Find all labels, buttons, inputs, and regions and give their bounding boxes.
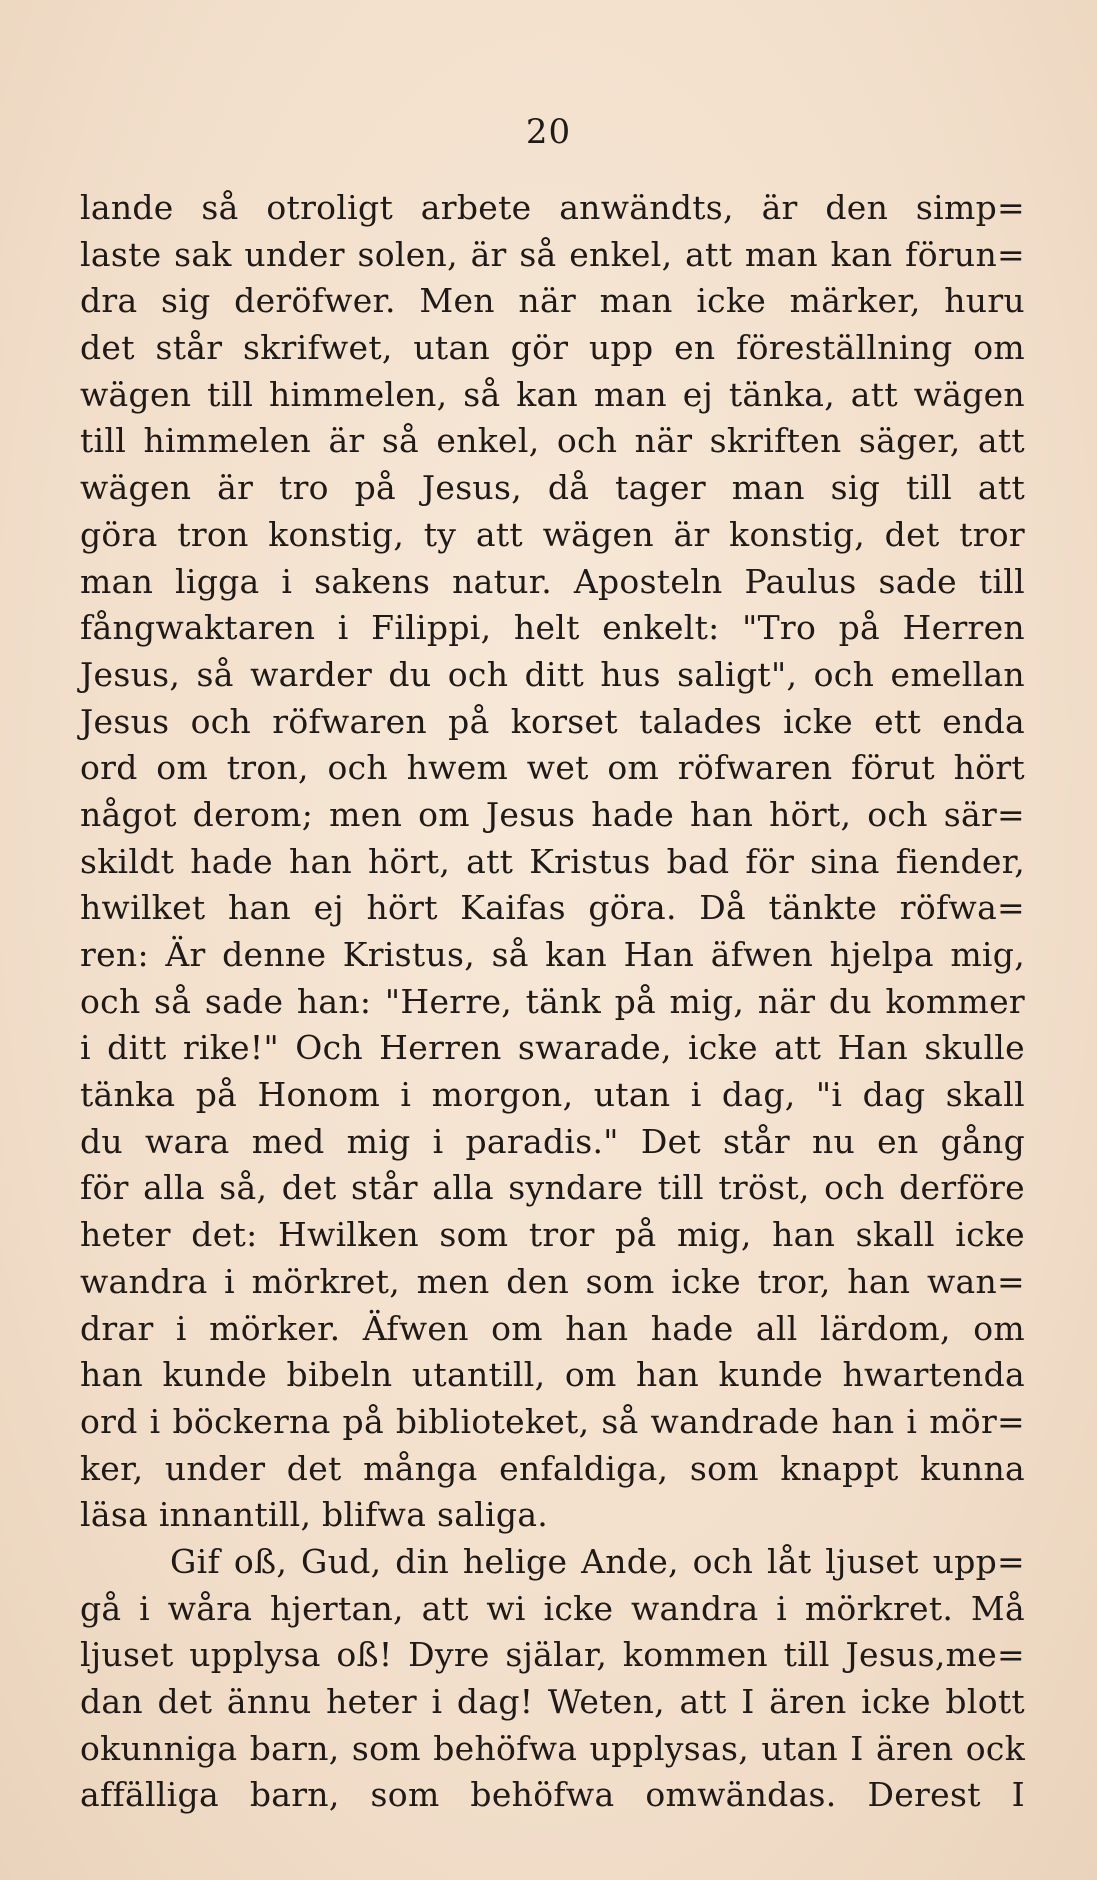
body-text <box>80 185 1025 1819</box>
text-line: det står skrifwet, utan gör upp en föreställning om <box>80 328 1025 368</box>
text-line: skildt hade han hört, att Kristus bad för sina fiender, <box>80 841 1025 881</box>
text-line: till himmelen är så enkel, och när skriften säger, att <box>80 421 1025 461</box>
text-line: i ditt rike!" Och Herren swarade, icke att Han skulle <box>80 1028 1025 1068</box>
text-line: tänka på Honom i morgon, utan i dag, "i dag skall <box>80 1075 1025 1115</box>
text-line: hwilket han ej hört Kaifas göra. Då tänkte röfwa= <box>80 888 1025 928</box>
text-line: något derom; men om Jesus hade han hört, och sär= <box>80 794 1025 834</box>
text-line: wägen till himmelen, så kan man ej tänka, att wägen <box>80 374 1025 414</box>
text-line: okunniga barn, som behöfwa upplysas, utan I ären ock <box>80 1728 1025 1768</box>
text-line: ord i böckerna på biblioteket, så wandrade han i mör= <box>80 1401 1025 1441</box>
text-line: dan det ännu heter i dag! Weten, att I ären icke blott <box>80 1682 1025 1721</box>
text-line: för alla så, det står alla syndare till tröst, och derföre <box>80 1168 1025 1208</box>
text-line: Gif oß, Gud, din helige Ande, och låt ljuset upp= <box>170 1541 1025 1581</box>
text-line: ker, under det många enfaldiga, som knappt kunna <box>80 1448 1025 1488</box>
text-line: ord om tron, och hwem wet om röfwaren förut hört <box>80 748 1025 788</box>
page-number: 20 <box>525 112 572 152</box>
text-line: laste sak under solen, är så enkel, att man kan förun= <box>80 234 1025 274</box>
text-line: heter det: Hwilken som tror på mig, han skall icke <box>80 1215 1025 1255</box>
text-line: du wara med mig i paradis." Det står nu en gång <box>80 1121 1025 1161</box>
text-line: dra sig deröfwer. Men när man icke märker, huru <box>80 281 1025 321</box>
text-line: Jesus, så warder du och ditt hus saligt", och emellan <box>80 654 1025 694</box>
text-line: affälliga barn, som behöfwa omwändas. Derest I <box>80 1775 1025 1815</box>
text-line: och så sade han: "Herre, tänk på mig, när du kommer <box>80 981 1025 1021</box>
text-line: göra tron konstig, ty att wägen är konstig, det tror <box>80 514 1025 554</box>
text-line: wägen är tro på Jesus, då tager man sig till att <box>80 468 1025 508</box>
text-line: ljuset upplysa oß! Dyre själar, kommen till Jesus,me= <box>80 1635 1025 1675</box>
text-line: ren: Är denne Kristus, så kan Han äfwen hjelpa mig, <box>80 935 1025 974</box>
text-line: drar i mörker. Äfwen om han hade all lärdom, om <box>80 1308 1025 1348</box>
text-line: Jesus och röfwaren på korset talades icke ett enda <box>80 701 1025 741</box>
text-line: han kunde bibeln utantill, om han kunde hwartenda <box>80 1355 1025 1395</box>
text-line: lande så otroligt arbete anwändts, är den simp= <box>80 188 1025 227</box>
text-line: man ligga i sakens natur. Aposteln Paulus sade till <box>80 561 1025 601</box>
text-line: läsa innantill, blifwa saliga. <box>80 1495 549 1535</box>
text-line: fångwaktaren i Filippi, helt enkelt: "Tro på Herren <box>80 608 1025 648</box>
text-line: wandra i mörkret, men den som icke tror, han wan= <box>80 1261 1025 1301</box>
text-line: gå i wåra hjertan, att wi icke wandra i mörkret. Må <box>80 1588 1025 1628</box>
